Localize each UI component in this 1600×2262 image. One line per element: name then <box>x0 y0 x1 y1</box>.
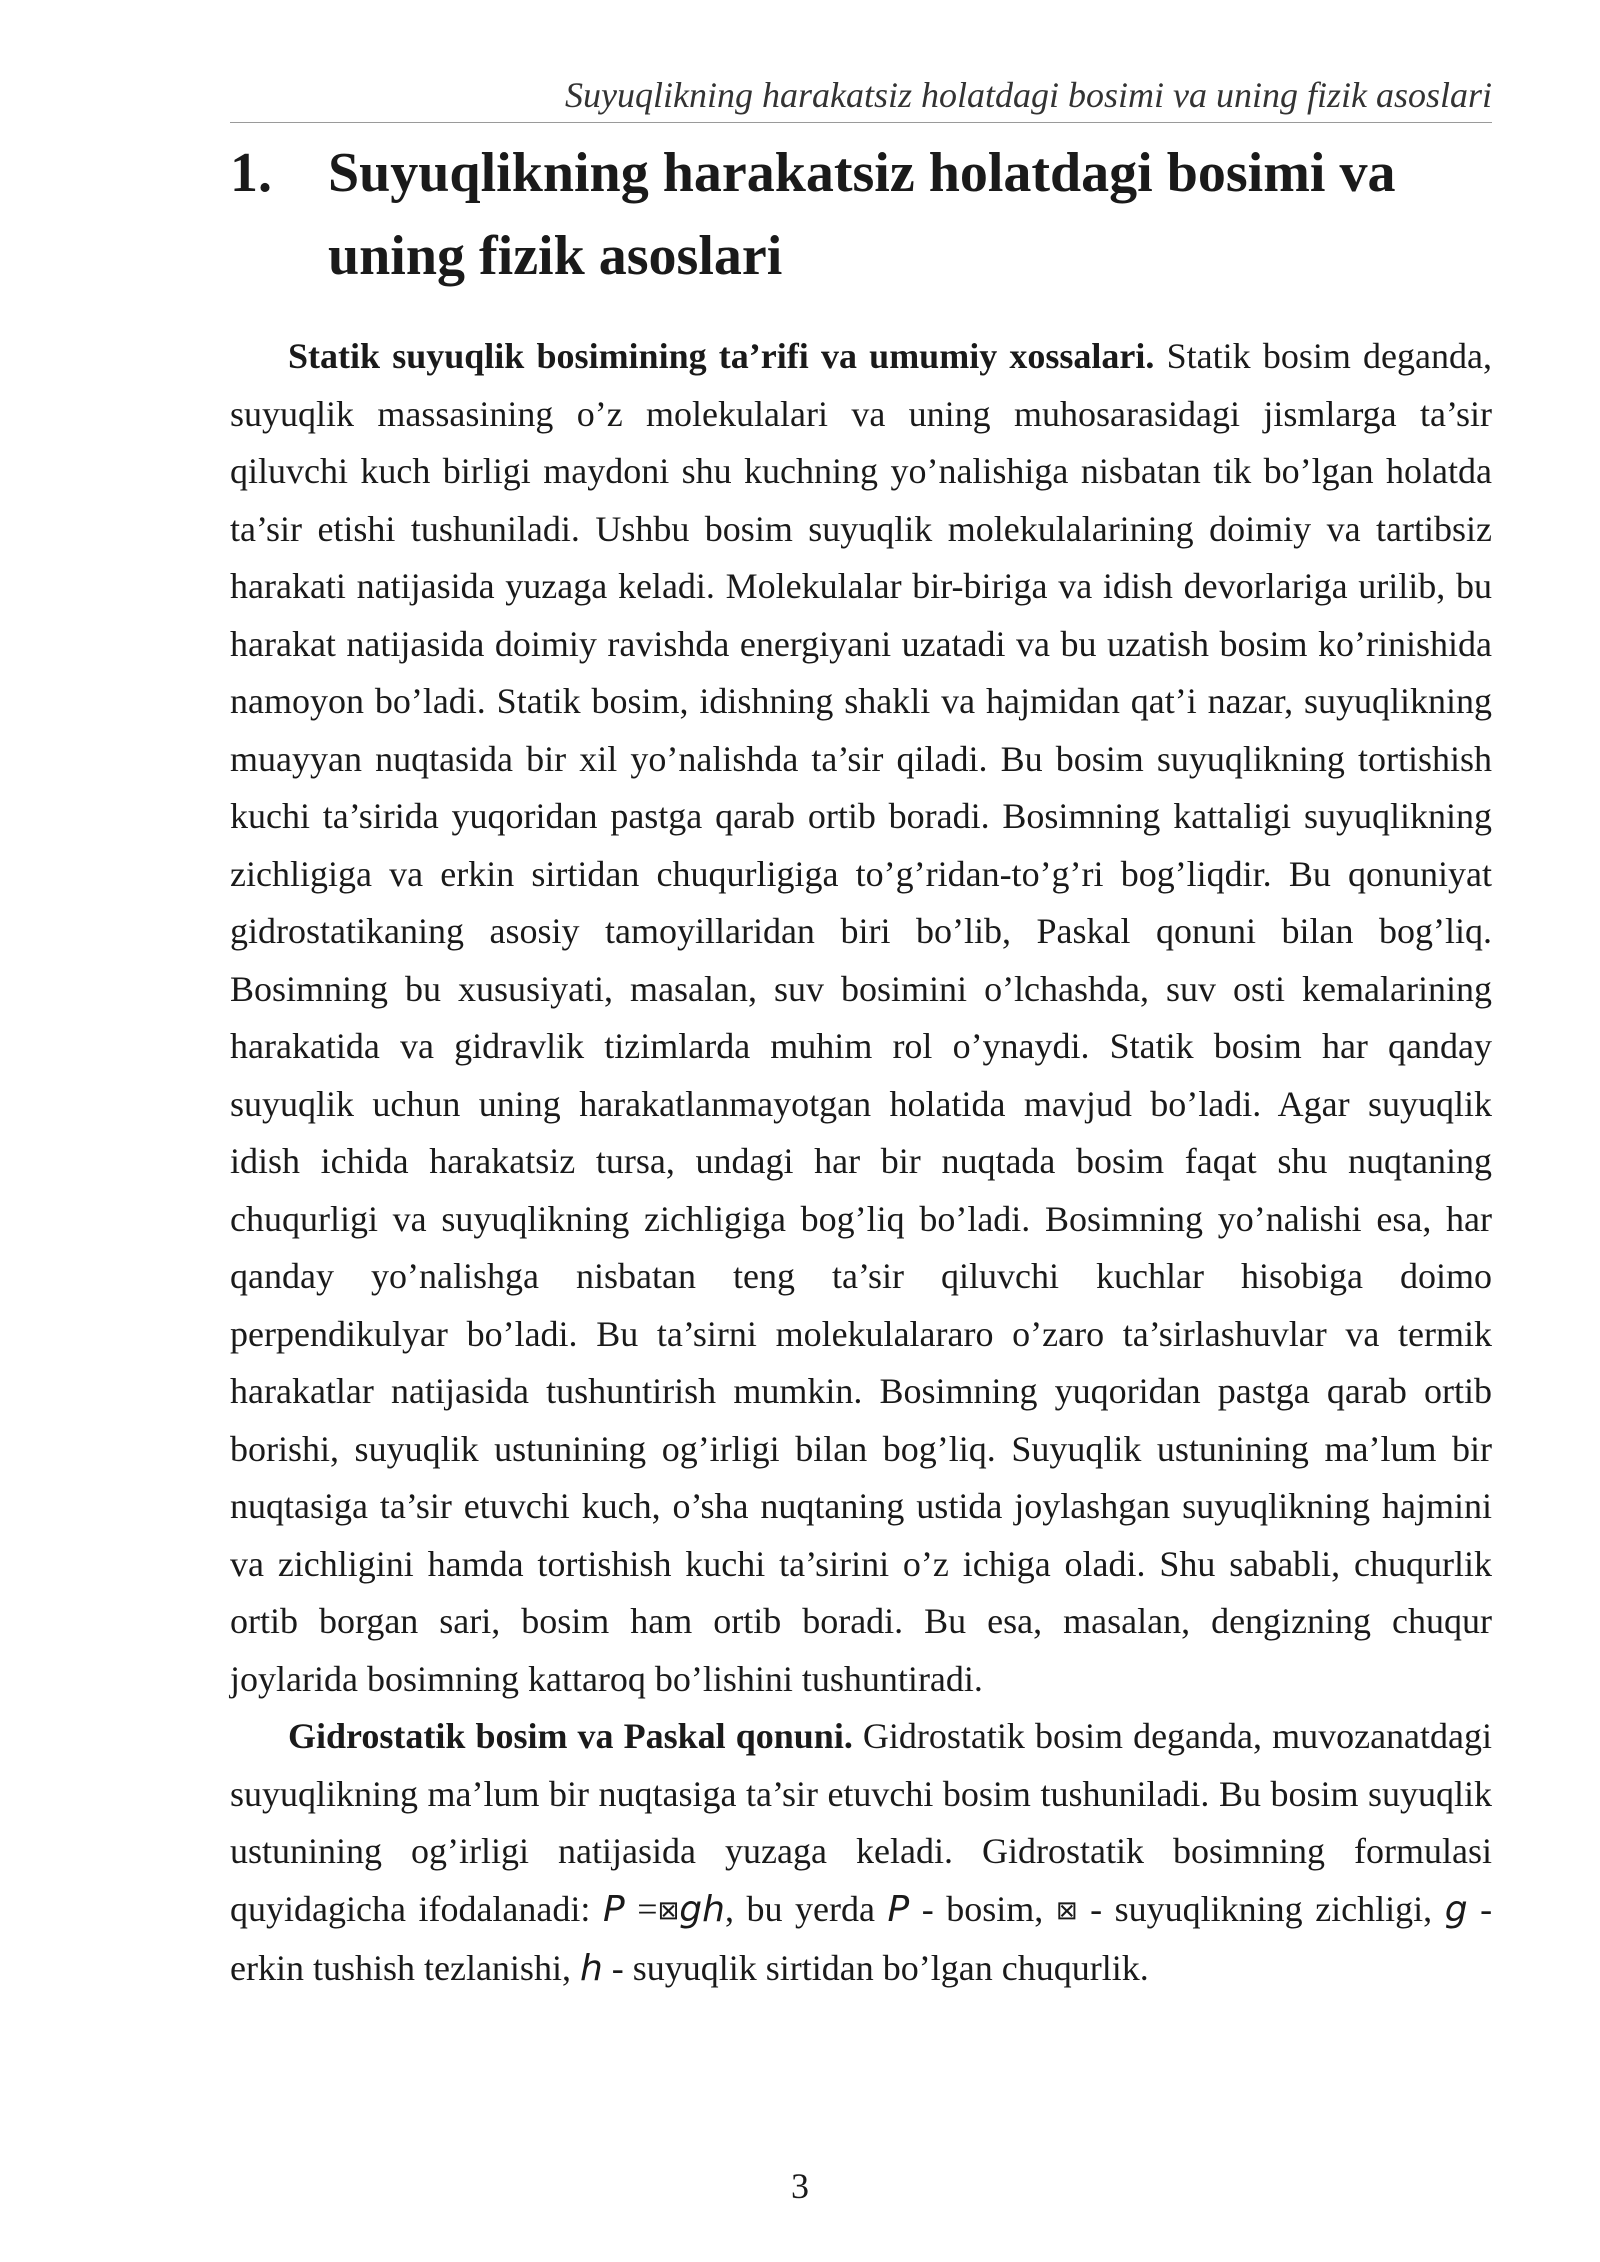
body-text <box>230 328 1492 1998</box>
header-divider <box>230 122 1492 123</box>
missing-glyph-icon: ⊠ <box>1055 1895 1078 1926</box>
paragraph <box>230 328 1492 1708</box>
section-heading: Statik suyuqlik bosimining ta’rifi va umumiy xossalari. <box>288 336 1155 376</box>
formula-variable-gh: gh <box>679 1888 725 1930</box>
formula-variable-g: g <box>1444 1888 1468 1930</box>
page-number: 3 <box>791 2166 809 2206</box>
definition-text: - suyuqlik sirtidan bo’lgan chuqurlik. <box>611 1948 1149 1988</box>
paragraph-text: , bu yerda <box>724 1888 875 1929</box>
formula-variable-p: P <box>887 1888 910 1930</box>
chapter-number: 1. <box>230 142 272 204</box>
formula-variable-p: P <box>602 1888 625 1930</box>
section-heading: Gidrostatik bosim va Paskal qonuni. <box>288 1716 853 1756</box>
formula-variable-h: h <box>579 1948 603 1989</box>
definition-text: - erkin tushish tezlanishi, <box>230 1888 1493 1988</box>
chapter-title: Suyuqlikning harakatsiz holatdagi bosimi va uning fizik asoslari <box>328 142 1396 287</box>
definition-text: - bosim, <box>921 1888 1044 1929</box>
running-header: Suyuqlikning harakatsiz holatdagi bosimi va uning fizik asoslari <box>565 75 1492 115</box>
paragraph <box>230 1708 1492 1998</box>
definition-text: - suyuqlikning zichligi, <box>1090 1888 1433 1929</box>
paragraph-text: Statik bosim deganda, suyuqlik massasining o’z molekulalari va uning muhosarasidagi jismlarga ta’sir qiluvchi kuch birligi maydoni shu kuchning yo’nalishiga nisbatan tik bo’lgan holatda ta’sir etishi tushuniladi. Ushbu bosim suyuqlik molekulalarining doimiy va tartibsiz harakati natijasida yuzaga keladi. Molekulalar bir-biriga va idish devorlariga urilib, bu harakat natijasida doimiy ravishda energiyani uzatadi va bu uzatish bosim ko’rinishida namoyon bo’ladi. Statik bosim, idishning shakli va hajmidan qat’i nazar, suyuqlikning muayyan nuqtasida bir xil yo’nalishda ta’sir qiladi. Bu bosim suyuqlikning tortishish kuchi ta’sirida yuqoridan pastga qarab ortib boradi. Bosimning kattaligi suyuqlikning zichligiga va erkin sirtidan chuqurligiga to’g’ridan-to’g’ri bog’liqdir. Bu qonuniyat gidrostatikaning asosiy tamoyillaridan biri bo’lib, Paskal qonuni bilan bog’liq. Bosimning bu xususiyati, masalan, suv bosimini o’lchashda, suv osti kemalarining harakatida va gidravlik tizimlarda muhim rol o’ynaydi. Statik bosim har qanday suyuqlik uchun uning harakatlanmayotgan holatida mavjud bo’ladi. Agar suyuqlik idish ichida harakatsiz tursa, undagi har bir nuqtada bosim faqat shu nuqtaning chuqurligi va suyuqlikning zichligiga bog’liq bo’ladi. Bosimning yo’nalishi esa, har qanday yo’nalishga nisbatan teng ta’sir qiluvchi kuchlar hisobiga doimo perpendikulyar bo’ladi. Bu ta’sirni molekulalararo o’zaro ta’sirlashuvlar va termik harakatlar natijasida tushuntirish mumkin. Bosimning yuqoridan pastga qarab ortib borishi, suyuqlik ustunining og’irligi bilan bog’liq. Suyuqlik ustunining ma’lum bir nuqtasiga ta’sir etuvchi kuch, o’sha nuqtaning ustida joylashgan suyuqlikning hajmini va zichligini hamda tortishish kuchi ta’sirini o’z ichiga oladi. Shu sababli, chuqurlik ortib borgan sari, bosim ham ortib boradi. Bu esa, masalan, dengizning chuqur joylarida bosimning kattaroq bo’lishini tushuntiradi. <box>230 336 1492 1699</box>
formula-equals: = <box>637 1888 658 1929</box>
missing-glyph-icon: ⊠ <box>657 1895 680 1926</box>
paragraph-text: Gidrostatik bosim deganda, muvozanatdagi suyuqlikning ma’lum bir nuqtasiga ta’sir etuvchi bosim tushuniladi. Bu bosim suyuqlik ustunining og’irligi natijasida yuzaga keladi. Gidrostatik bosimning formulasi quyidagicha ifodalanadi: <box>230 1716 1493 1929</box>
